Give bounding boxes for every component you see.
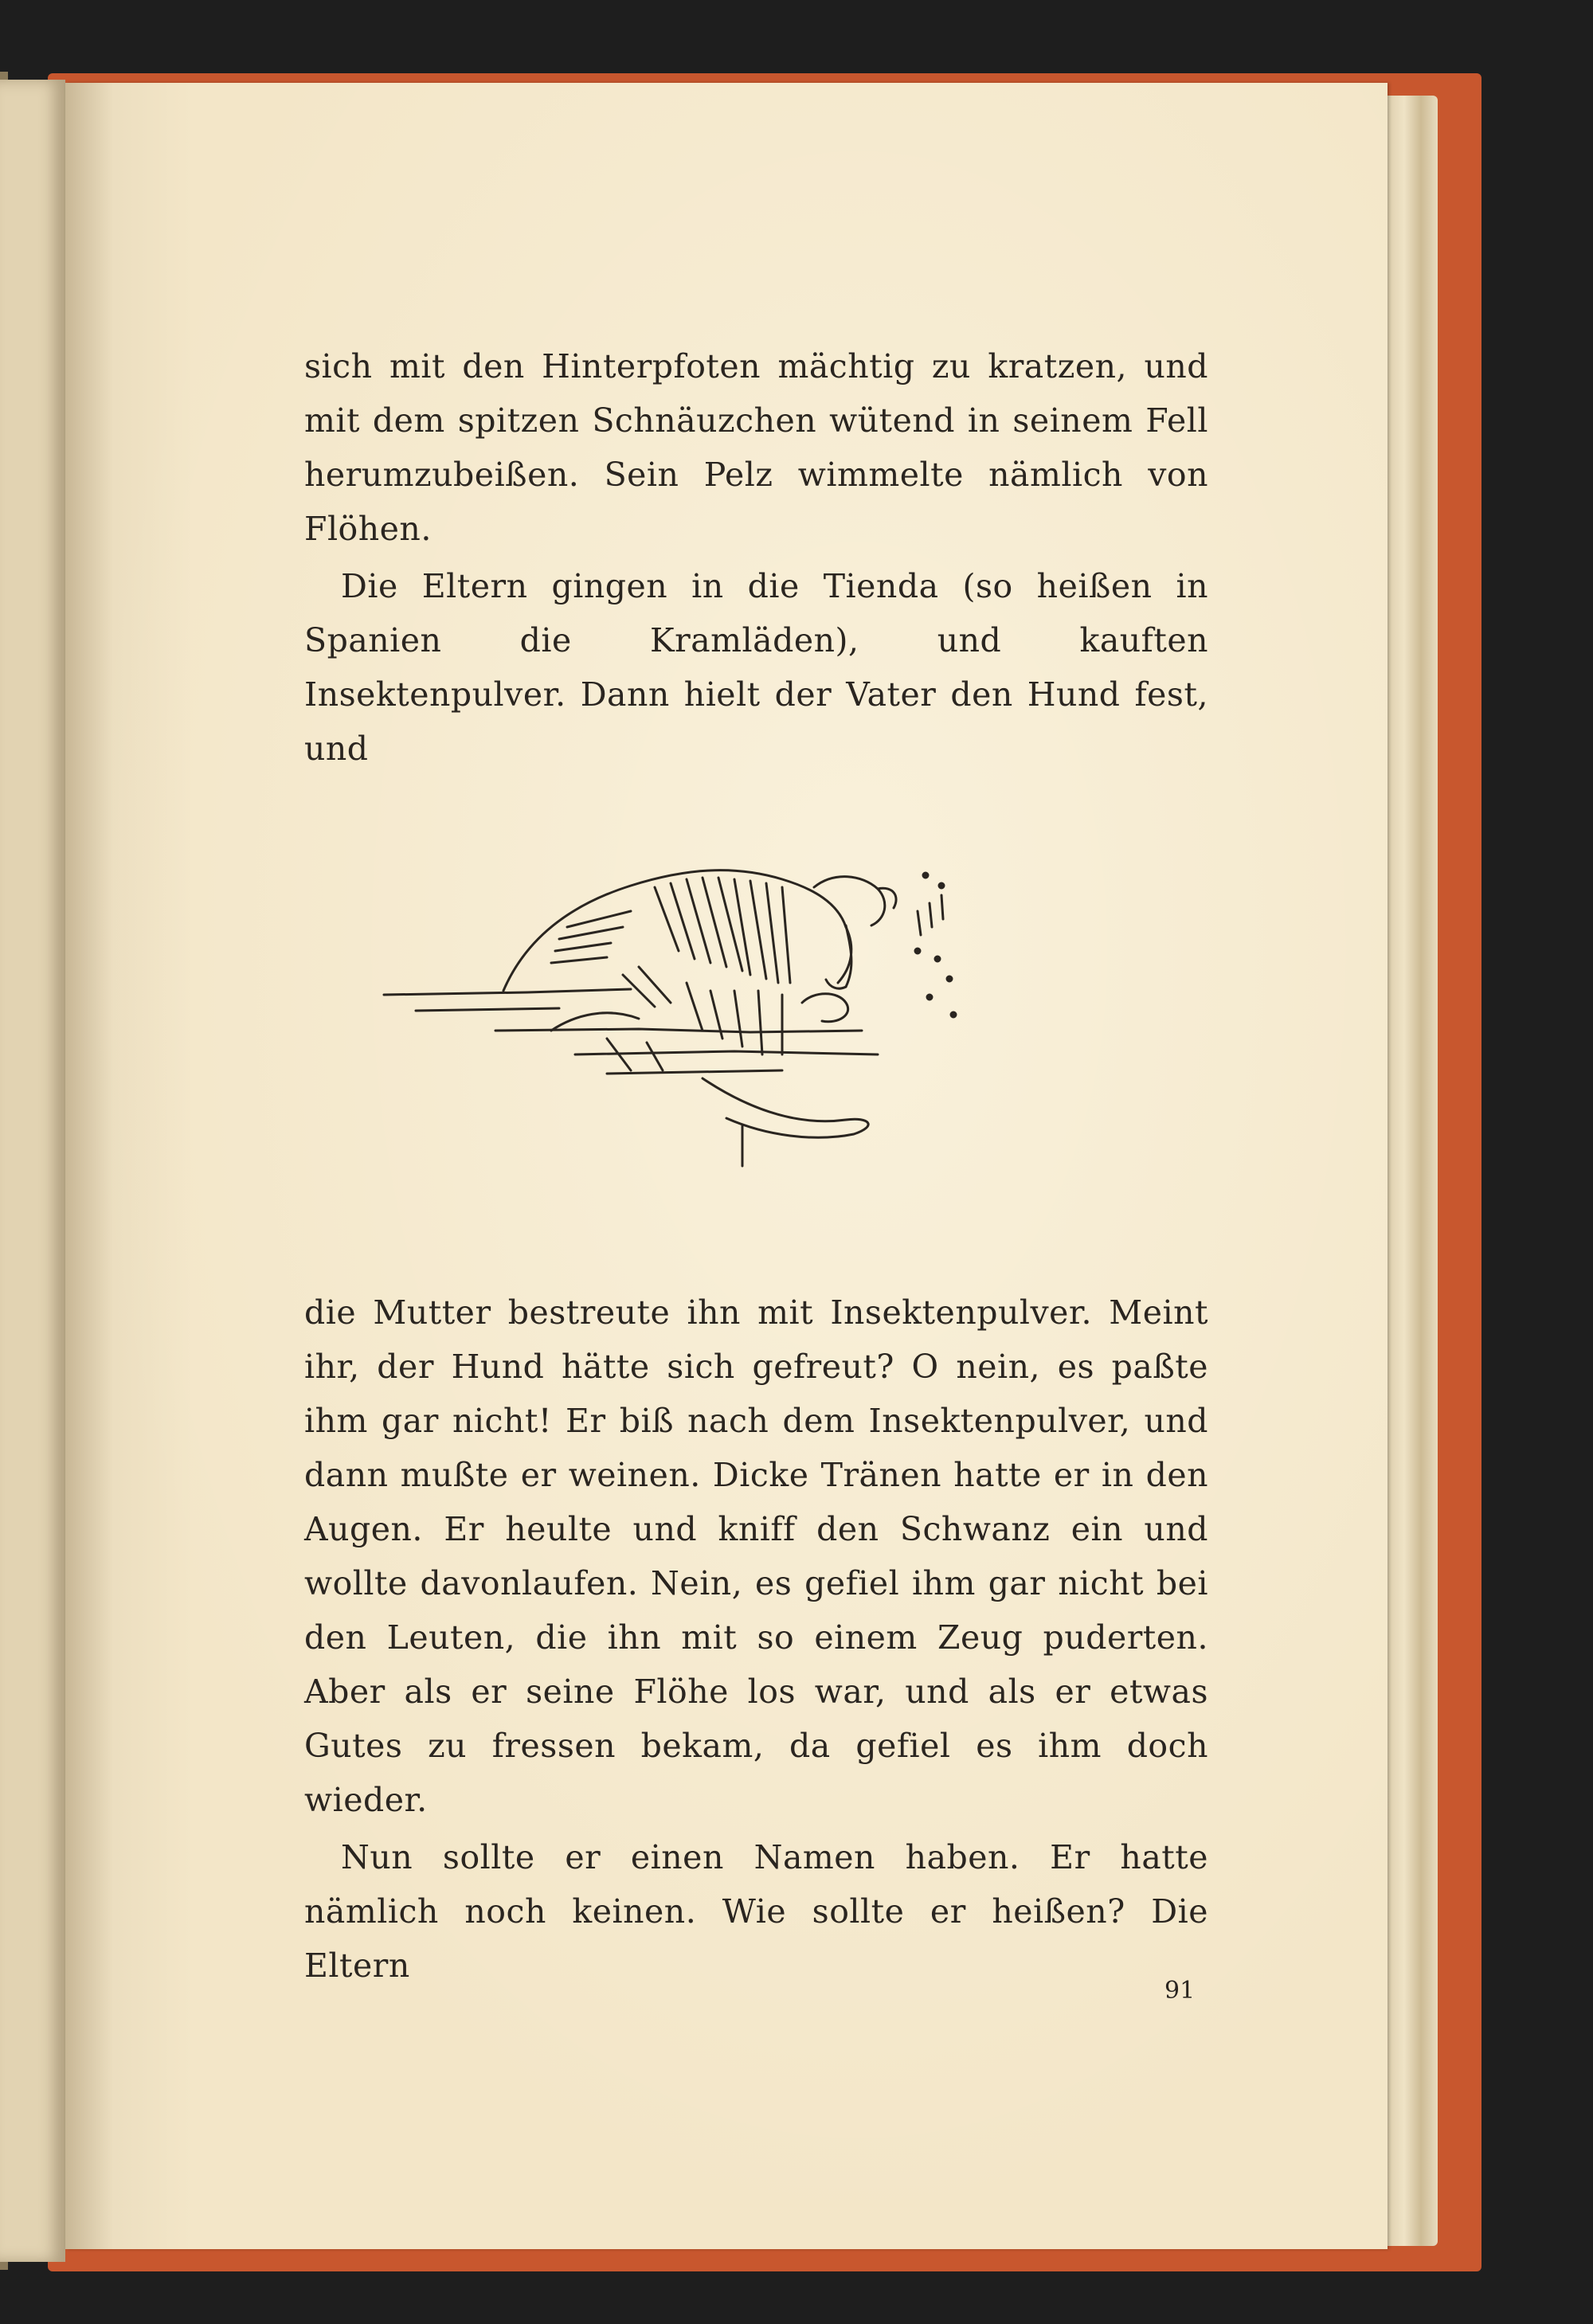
text-block-bottom [304, 1285, 1208, 1993]
page-number: 91 [1164, 1977, 1196, 2005]
paragraph: die Mutter bestreute ihn mit Insektenpulver. Meint ihr, der Hund hätte sich gefreut? O nein, es paßte ihm gar nicht! Er biß nach dem Insektenpulver, und dann mußte er weinen. Dicke Tränen hatte er in den Augen. Er heulte und kniff den Schwanz ein und wollte davonlaufen. Nein, es gefiel ihm gar nicht bei den Leuten, die ihn mit so einem Zeug puderten. Aber als er seine Flöhe los war, und als er etwas Gutes zu fressen bekam, da gefiel es ihm doch wieder. [304, 1293, 1208, 1819]
dog-illustration [368, 792, 1069, 1238]
text-block-top [304, 339, 1208, 776]
paragraph: Die Eltern gingen in die Tienda (so heißen in Spanien die Kramläden), und kauften Insektenpulver. Dann hielt der Vater den Hund fest, und [304, 567, 1208, 768]
paragraph: sich mit den Hinterpfoten mächtig zu kratzen, und mit dem spitzen Schnäuzchen wütend in seinem Fell herumzubeißen. Sein Pelz wimmelte nämlich von Flöhen. [304, 347, 1208, 548]
page-stack-edge [1382, 96, 1438, 2246]
left-page-strip [0, 80, 65, 2262]
right-page [65, 83, 1388, 2249]
paragraph: Nun sollte er einen Namen haben. Er hatte nämlich noch keinen. Wie sollte er heißen? Die Eltern [304, 1838, 1208, 1985]
